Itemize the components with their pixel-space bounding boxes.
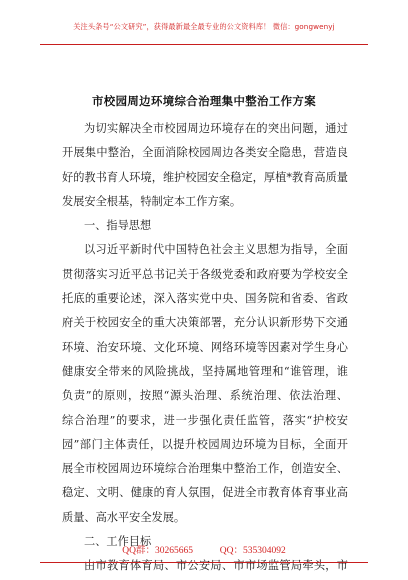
paragraph-line: 以习近平新时代中国特色社会主义思想为指导，全面 (84, 243, 348, 257)
paragraph-line: 环境、治安环境、文化环境、网络环境等因素对学生身心 (62, 340, 348, 354)
paragraph-line: 开展集中整治，全面消除校园周边各类安全隐患，营造良 (62, 146, 348, 160)
footer-divider (40, 562, 368, 563)
paragraph-line: 稳定、文明、健康的育人氛围，促进全市教育体育事业高 (62, 486, 348, 500)
header-promo-text: 关注头条号“公文研究”，获得最新最全最专业的公文资料库！ 微信：gongwenyj (73, 22, 335, 31)
paragraph-line: 为切实解决全市校园周边环境存在的突出问题，通过 (84, 122, 348, 135)
document-title: 市校园周边环境综合治理集中整治工作方案 (91, 94, 317, 108)
paragraph-line: 负责”的原则，按照“源头治理、系统治理、依法治理、 (62, 389, 348, 403)
footer-contact (0, 542, 408, 556)
paragraph-line: 贯彻落实习近平总书记关于各级党委和政府要为学校安全 (62, 267, 348, 281)
footer-qq-group: QQ群：30265665 (122, 546, 193, 556)
paragraph-line: 质量、高水平安全发展。 (62, 510, 186, 524)
paragraph-line: 由市教育体育局、市公安局、市市场监管局牵头，市 (84, 559, 348, 573)
paragraph-line: 园”部门主体责任，以提升校园周边环境为目标，全面开 (62, 437, 348, 451)
document-body (62, 117, 348, 579)
paragraph-line: 健康安全带来的风险挑战，坚持属地管理和“谁管理，谁 (62, 364, 348, 378)
paragraph-line: 综合治理”的要求，进一步强化责任监管，落实“护校安 (62, 413, 348, 427)
paragraph-line: 发展安全根基，特制定本工作方案。 (62, 194, 242, 208)
section-heading: 二、工作目标 (84, 535, 152, 549)
paragraph-line: 展全市校园周边环境综合治理集中整治工作，创造安全、 (62, 462, 348, 476)
paragraph-line: 府关于校园安全的重大决策部署，充分认识新形势下交通 (62, 316, 348, 330)
paragraph-line: 托底的重要论述，深入落实党中央、国务院和省委、省政 (62, 292, 348, 306)
header-divider (40, 44, 368, 45)
footer-qq-number: QQ：535304092 (219, 546, 286, 556)
section-heading: 一、指导思想 (84, 219, 152, 233)
paragraph-line: 好的教书育人环境，维护校园安全稳定，厚植*教育高质量 (62, 170, 348, 184)
